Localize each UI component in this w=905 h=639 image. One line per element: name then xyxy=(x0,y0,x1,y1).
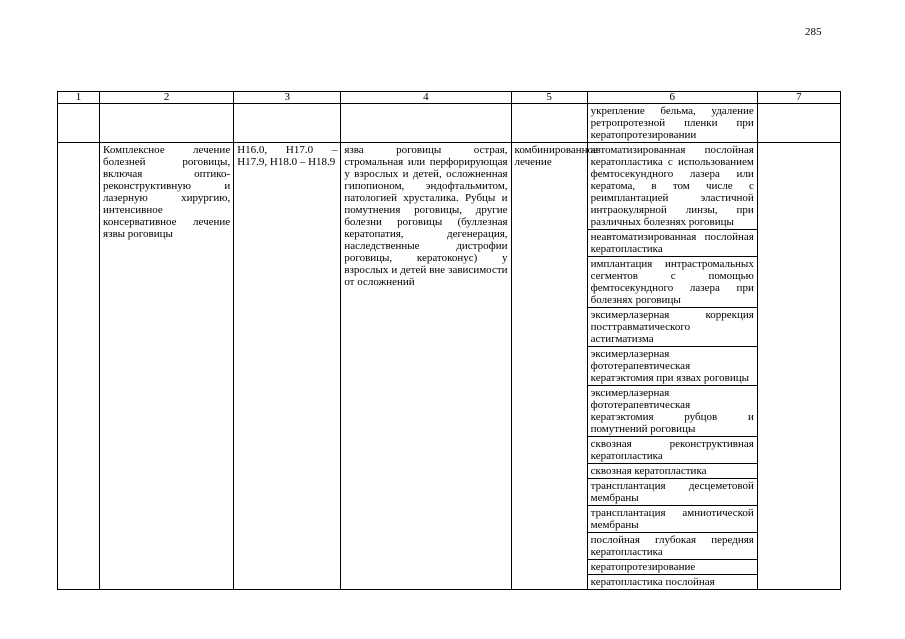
column-number: 1 xyxy=(58,92,100,104)
care-name-cell: Комплексное лечение болезней роговицы, включая оптико-реконструктивную и лазерную хирургию, интенсивное консервативное лечение язвы роговицы xyxy=(100,143,234,590)
icd-codes-cell: H16.0, H17.0 – H17.9, H18.0 – H18.9 xyxy=(234,143,341,590)
procedure-cell: трансплантация амниотической мембраны xyxy=(587,506,757,533)
procedure-cell: эксимерлазерная фототерапевтическая кератэктомия при язвах роговицы xyxy=(587,347,757,386)
empty-cell xyxy=(58,104,100,143)
procedure-cell: послойная глубокая передняя кератопластика xyxy=(587,533,757,560)
procedure-cell: эксимерлазерная коррекция посттравматического астигматизма xyxy=(587,308,757,347)
column-number: 4 xyxy=(341,92,511,104)
empty-cell xyxy=(511,104,587,143)
procedure-cell: трансплантация десцеметовой мембраны xyxy=(587,479,757,506)
empty-cell xyxy=(757,143,840,590)
column-number-row xyxy=(58,92,841,104)
procedure-cell: автоматизированная послойная кератопластика с использованием фемтосекундного лазера или кератома, в том числе с реимплантацией эластичной интраокулярной линзы, при различных болезнях роговицы xyxy=(587,143,757,230)
patient-model-cell: язва роговицы острая, стромальная или перфорирующая у взрослых и детей, осложненная гипопионом, эндофтальмитом, патологией хрусталика. Рубцы и помутнения роговицы, другие болезни роговицы (буллезная кератопатия, дегенерация, наследственные дистрофии роговицы, кератоконус) у взрослых и детей вне зависимости от осложнений xyxy=(341,143,511,590)
continuation-row xyxy=(58,104,841,143)
empty-cell xyxy=(58,143,100,590)
column-number: 2 xyxy=(100,92,234,104)
procedure-cell: имплантация интрастромальных сегментов с помощью фемтосекундного лазера при болезнях роговицы xyxy=(587,257,757,308)
empty-cell xyxy=(757,104,840,143)
empty-cell xyxy=(100,104,234,143)
column-number: 3 xyxy=(234,92,341,104)
procedure-cell: сквозная кератопластика xyxy=(587,464,757,479)
medical-care-table xyxy=(57,91,841,590)
procedure-cell: сквозная реконструктивная кератопластика xyxy=(587,437,757,464)
column-number: 5 xyxy=(511,92,587,104)
empty-cell xyxy=(341,104,511,143)
empty-cell xyxy=(234,104,341,143)
table-row xyxy=(58,143,841,230)
procedure-cell: эксимерлазерная фототерапевтическая кератэктомия рубцов и помутнений роговицы xyxy=(587,386,757,437)
procedure-cell: неавтоматизированная послойная кератопластика xyxy=(587,230,757,257)
column-number: 6 xyxy=(587,92,757,104)
page-number: 285 xyxy=(805,26,822,38)
procedure-cell: кератопластика послойная xyxy=(587,575,757,590)
procedure-cell: кератопротезирование xyxy=(587,560,757,575)
treatment-type-cell: комбинированное лечение xyxy=(511,143,587,590)
column-number: 7 xyxy=(757,92,840,104)
procedure-cell: укрепление бельма, удаление ретропротезной пленки при кератопротезировании xyxy=(587,104,757,143)
